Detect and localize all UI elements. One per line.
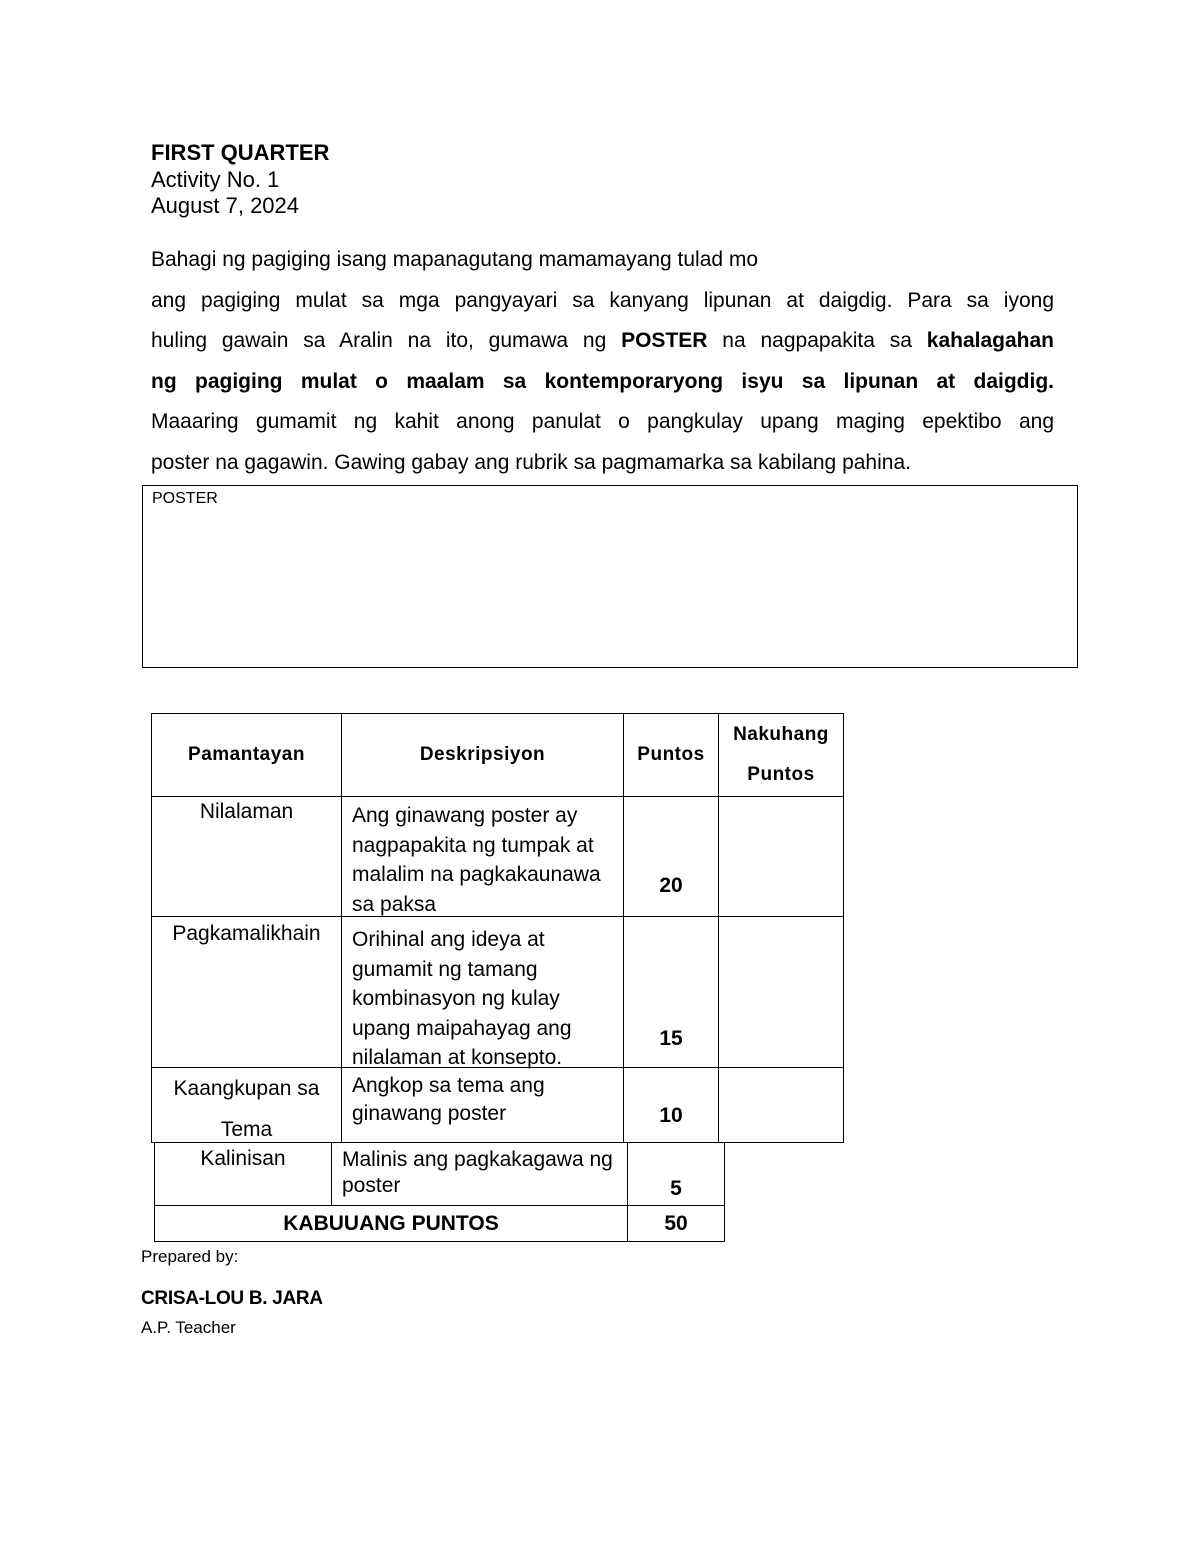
instructions-line-3-a: huling gawain sa Aralin na ito, gumawa ng <box>151 329 622 352</box>
instructions-line-3-c: na nagpapakita sa <box>707 329 927 352</box>
row-4-criteria: Kalinisan <box>154 1142 332 1206</box>
row-3-description: Angkop sa tema ang ginawang poster <box>341 1067 624 1143</box>
row-2-points: 15 <box>623 916 719 1068</box>
row-4-description: Malinis ang pagkakagawa ng poster <box>331 1142 628 1206</box>
poster-box-label: POSTER <box>152 490 218 507</box>
row-4-points: 5 <box>627 1142 725 1206</box>
teacher-role: A.P. Teacher <box>141 1318 236 1337</box>
quarter-heading: FIRST QUARTER <box>151 140 330 165</box>
row-2-description: Orihinal ang ideya at gumamit ng tamang kombinasyon ng kulay upang maipahayag ang nilalaman at konsepto. <box>341 916 624 1068</box>
total-points: 50 <box>627 1205 725 1242</box>
header-criteria: Pamantayan <box>151 713 342 797</box>
header-description: Deskripsiyon <box>341 713 624 797</box>
teacher-name: CRISA-LOU B. JARA <box>141 1288 323 1309</box>
activity-date: August 7, 2024 <box>151 193 300 218</box>
instructions-poster-emphasis: POSTER <box>621 329 708 352</box>
row-3-points: 10 <box>623 1067 719 1143</box>
instructions-paragraph <box>151 240 1054 483</box>
row-1-criteria: Nilalaman <box>151 796 342 917</box>
header-points: Puntos <box>623 713 719 797</box>
instructions-line-4: ng pagiging mulat o maalam sa kontemporaryong isyu sa lipunan at daigdig. <box>151 369 1054 393</box>
total-label: KABUUANG PUNTOS <box>154 1205 628 1242</box>
poster-box[interactable] <box>142 485 1078 668</box>
activity-number: Activity No. 1 <box>151 167 280 192</box>
header-earned-points: Nakuhang Puntos <box>718 713 844 797</box>
row-2-earned-input[interactable] <box>718 916 844 1068</box>
row-3-earned-input[interactable] <box>718 1067 844 1143</box>
instructions-line-3 <box>151 321 1054 362</box>
instructions-line-1: Bahagi ng pagiging isang mapanagutang mamamayang tulad mo <box>151 248 759 271</box>
row-3-criteria: Kaangkupan sa Tema <box>151 1067 342 1143</box>
row-1-earned-input[interactable] <box>718 796 844 917</box>
row-1-points: 20 <box>623 796 719 917</box>
instructions-line-6: poster na gagawin. Gawing gabay ang rubrik sa pagmamarka sa kabilang pahina. <box>151 450 911 474</box>
row-2-criteria: Pagkamalikhain <box>151 916 342 1068</box>
prepared-by-label: Prepared by: <box>141 1247 239 1266</box>
instructions-line-2: ang pagiging mulat sa mga pangyayari sa kanyang lipunan at daigdig. Para sa iyong <box>151 288 1054 312</box>
instructions-kahalagahan-emphasis: kahalagahan <box>926 329 1054 352</box>
instructions-line-5: Maaaring gumamit ng kahit anong panulat o pangkulay upang maging epektibo ang <box>151 410 1054 433</box>
row-1-description: Ang ginawang poster ay nagpapakita ng tumpak at malalim na pagkakaunawa sa paksa <box>341 796 624 917</box>
